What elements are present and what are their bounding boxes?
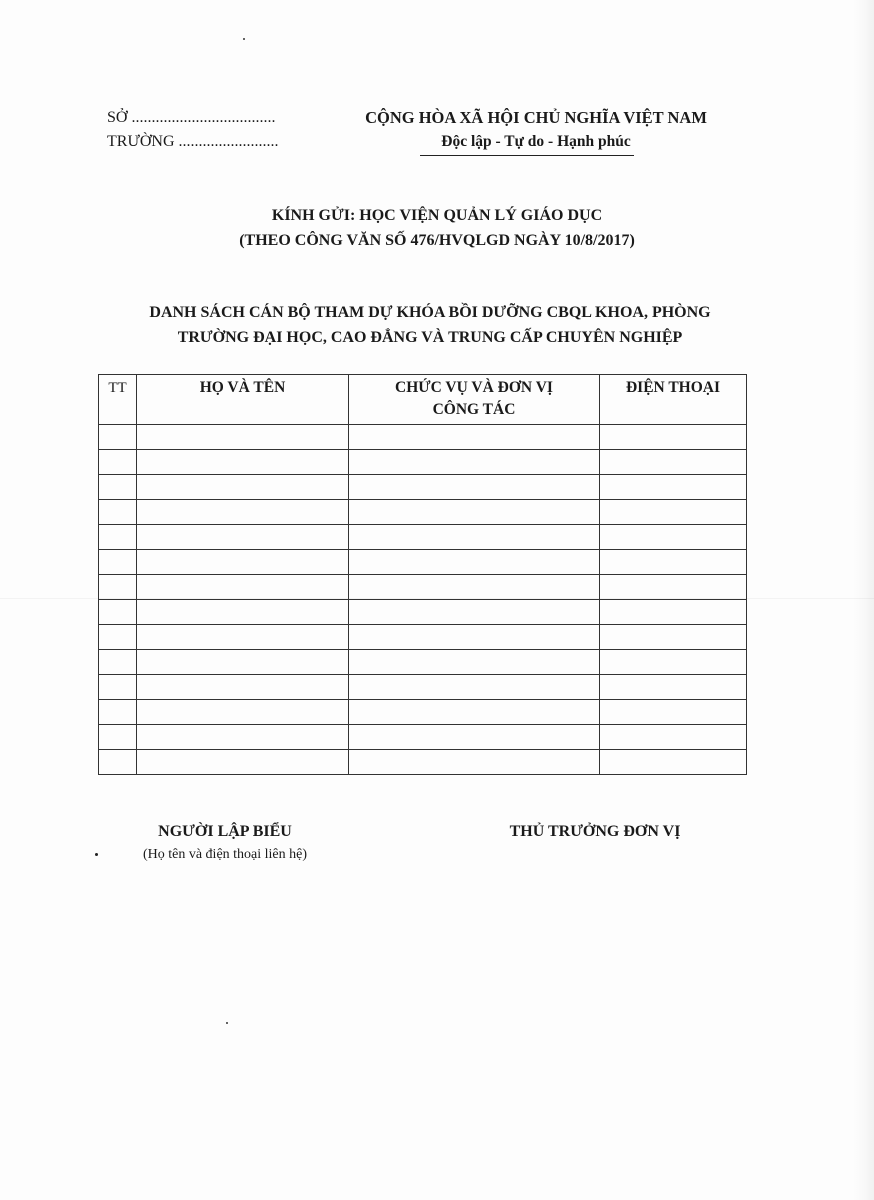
bullet-dot (95, 853, 98, 856)
table-cell (137, 575, 349, 600)
table-cell (99, 475, 137, 500)
table-row (99, 475, 747, 500)
document-title (100, 300, 760, 350)
table-row (99, 525, 747, 550)
head-title: THỦ TRƯỞNG ĐƠN VỊ (509, 823, 681, 840)
table-cell (99, 725, 137, 750)
table-cell (600, 600, 747, 625)
recipient-line: KÍNH GỬI: HỌC VIỆN QUẢN LÝ GIÁO DỤC (271, 207, 603, 224)
table-row (99, 650, 747, 675)
table-row (99, 700, 747, 725)
table-cell (600, 550, 747, 575)
table-cell (600, 675, 747, 700)
table-cell (137, 450, 349, 475)
table-cell (349, 425, 600, 450)
table-cell (137, 550, 349, 575)
scan-speck (226, 1022, 228, 1024)
preparer-title: NGƯỜI LẬP BIỂU (158, 823, 292, 840)
table-row (99, 575, 747, 600)
table-cell (349, 550, 600, 575)
table-cell (99, 625, 137, 650)
table-cell (99, 550, 137, 575)
table-cell (99, 450, 137, 475)
table-cell (600, 475, 747, 500)
recipient-block (200, 203, 674, 253)
table-cell (349, 700, 600, 725)
table-cell (137, 675, 349, 700)
table-cell (99, 575, 137, 600)
table-cell (137, 425, 349, 450)
table-cell (349, 475, 600, 500)
column-header-position-line1: CHỨC VỤ VÀ ĐƠN VỊ (395, 379, 553, 396)
table-cell (137, 525, 349, 550)
preparer-signature-block (100, 820, 350, 866)
reference-line: (THEO CÔNG VĂN SỐ 476/HVQLGD NGÀY 10/8/2017) (239, 232, 635, 249)
table-cell (99, 425, 137, 450)
table-cell (137, 725, 349, 750)
column-header-position-line2: CÔNG TÁC (432, 401, 516, 418)
table-cell (349, 725, 600, 750)
table-cell (600, 575, 747, 600)
table-cell (349, 675, 600, 700)
table-cell (349, 575, 600, 600)
scan-edge-shadow (852, 0, 874, 1200)
column-header-name: HỌ VÀ TÊN (137, 375, 349, 425)
table-cell (137, 475, 349, 500)
table-row (99, 675, 747, 700)
table-cell (349, 600, 600, 625)
table-cell (600, 425, 747, 450)
participant-table (98, 374, 747, 775)
table-row (99, 500, 747, 525)
column-header-phone: ĐIỆN THOẠI (600, 375, 747, 425)
table-row (99, 450, 747, 475)
table-cell (99, 750, 137, 775)
school-line: TRƯỜNG ......................... (107, 133, 279, 150)
table-cell (600, 650, 747, 675)
title-line-1: DANH SÁCH CÁN BỘ THAM DỰ KHÓA BỒI DƯỠNG CBQL KHOA, PHÒNG (149, 304, 711, 321)
table-cell (600, 750, 747, 775)
table-cell (99, 500, 137, 525)
column-header-stt: TT (99, 375, 137, 425)
table-cell (349, 450, 600, 475)
preparer-note: (Họ tên và điện thoại liên hệ) (142, 847, 308, 862)
title-line-2: TRƯỜNG ĐẠI HỌC, CAO ĐẲNG VÀ TRUNG CẤP CHUYÊN NGHIỆP (177, 329, 683, 346)
table-cell (137, 500, 349, 525)
head-signature-block (470, 820, 720, 844)
table-row (99, 725, 747, 750)
issuing-authority-block (107, 106, 279, 154)
table-row (99, 550, 747, 575)
table-cell (349, 625, 600, 650)
column-header-position (349, 375, 600, 425)
table-cell (600, 725, 747, 750)
table-cell (349, 750, 600, 775)
table-cell (137, 650, 349, 675)
table-cell (137, 700, 349, 725)
table-cell (600, 700, 747, 725)
table-row (99, 625, 747, 650)
table-cell (99, 650, 137, 675)
motto-underline (420, 155, 634, 156)
table-cell (137, 600, 349, 625)
table-cell (349, 525, 600, 550)
table-cell (99, 600, 137, 625)
table-row (99, 425, 747, 450)
table-cell (99, 675, 137, 700)
department-line: SỞ .................................... (107, 109, 276, 126)
table-row (99, 600, 747, 625)
table-cell (349, 650, 600, 675)
scan-speck (243, 38, 245, 40)
table-row (99, 750, 747, 775)
table-cell (349, 500, 600, 525)
national-title-block (350, 106, 722, 154)
table-cell (99, 700, 137, 725)
table-cell (137, 750, 349, 775)
table-cell (99, 525, 137, 550)
table-cell (600, 500, 747, 525)
table-body (99, 425, 747, 775)
country-name: CỘNG HÒA XÃ HỘI CHỦ NGHĨA VIỆT NAM (365, 108, 707, 127)
table-header-row (99, 375, 747, 425)
table-cell (600, 525, 747, 550)
table-cell (137, 625, 349, 650)
table-cell (600, 450, 747, 475)
national-motto: Độc lập - Tự do - Hạnh phúc (441, 133, 631, 150)
table-cell (600, 625, 747, 650)
